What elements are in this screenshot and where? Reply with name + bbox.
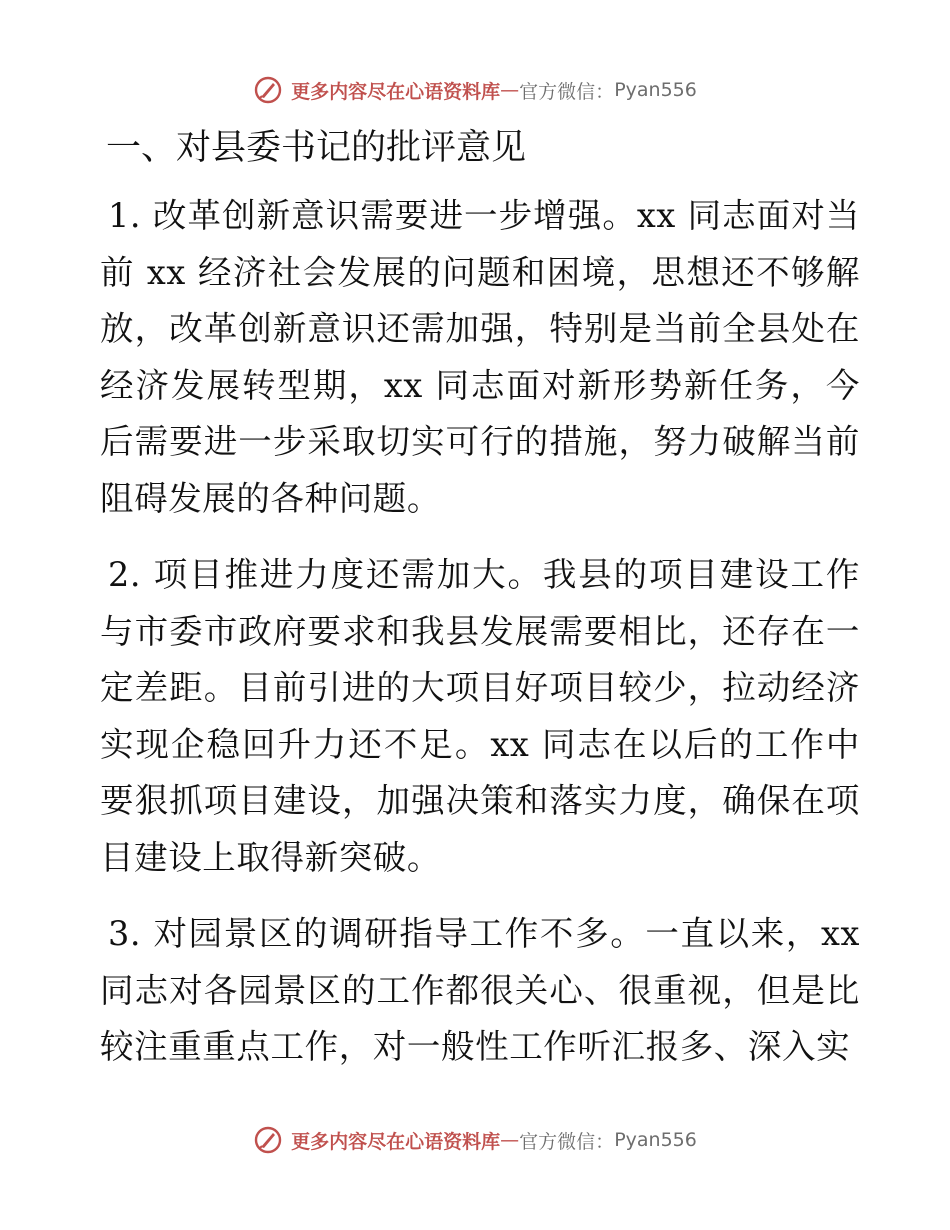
watermark-dash: — — [500, 79, 520, 101]
watermark-dash: — — [500, 1129, 520, 1151]
watermark-separator: ： — [595, 80, 615, 103]
watermark-handle: Pyan556 — [614, 1129, 697, 1151]
document-body — [100, 122, 860, 1096]
section-heading: 一、对县委书记的批评意见 — [106, 128, 527, 168]
quill-circle-icon — [253, 75, 283, 105]
watermark-separator: ： — [595, 1130, 615, 1153]
watermark-banner-bottom — [0, 1120, 950, 1160]
paragraph-1: 1. 改革创新意识需要进一步增强。xx 同志面对当前 xx 经济社会发展的问题和困境，思想还不够解放，改革创新意识还需加强，特别是当前全县处在经济发展转型期，xx 同志面对新形势新任务，今后需要进一步采取切实可行的措施，努力破解当前阻碍发展的各种问题。 — [100, 196, 860, 518]
watermark-banner-top — [0, 70, 950, 110]
quill-circle-icon — [253, 1125, 283, 1155]
paragraph-2: 2. 项目推进力度还需加大。我县的项目建设工作与市委市政府要求和我县发展需要相比，还存在一定差距。目前引进的大项目好项目较少，拉动经济实现企稳回升力还不足。xx 同志在以后的工作中要狠抓项目建设，加强决策和落实力度，确保在项目建设上取得新突破。 — [100, 555, 860, 877]
watermark-official: 官方微信 — [519, 80, 596, 103]
watermark-handle: Pyan556 — [614, 79, 697, 101]
watermark-brand: 更多内容尽在心语资料库 — [291, 1130, 501, 1153]
watermark-official: 官方微信 — [519, 1130, 596, 1153]
watermark-brand: 更多内容尽在心语资料库 — [291, 80, 501, 103]
paragraph-3: 3. 对园景区的调研指导工作不多。一直以来，xx 同志对各园景区的工作都很关心、很重视，但是比较注重重点工作，对一般性工作听汇报多、深入实 — [100, 914, 860, 1066]
